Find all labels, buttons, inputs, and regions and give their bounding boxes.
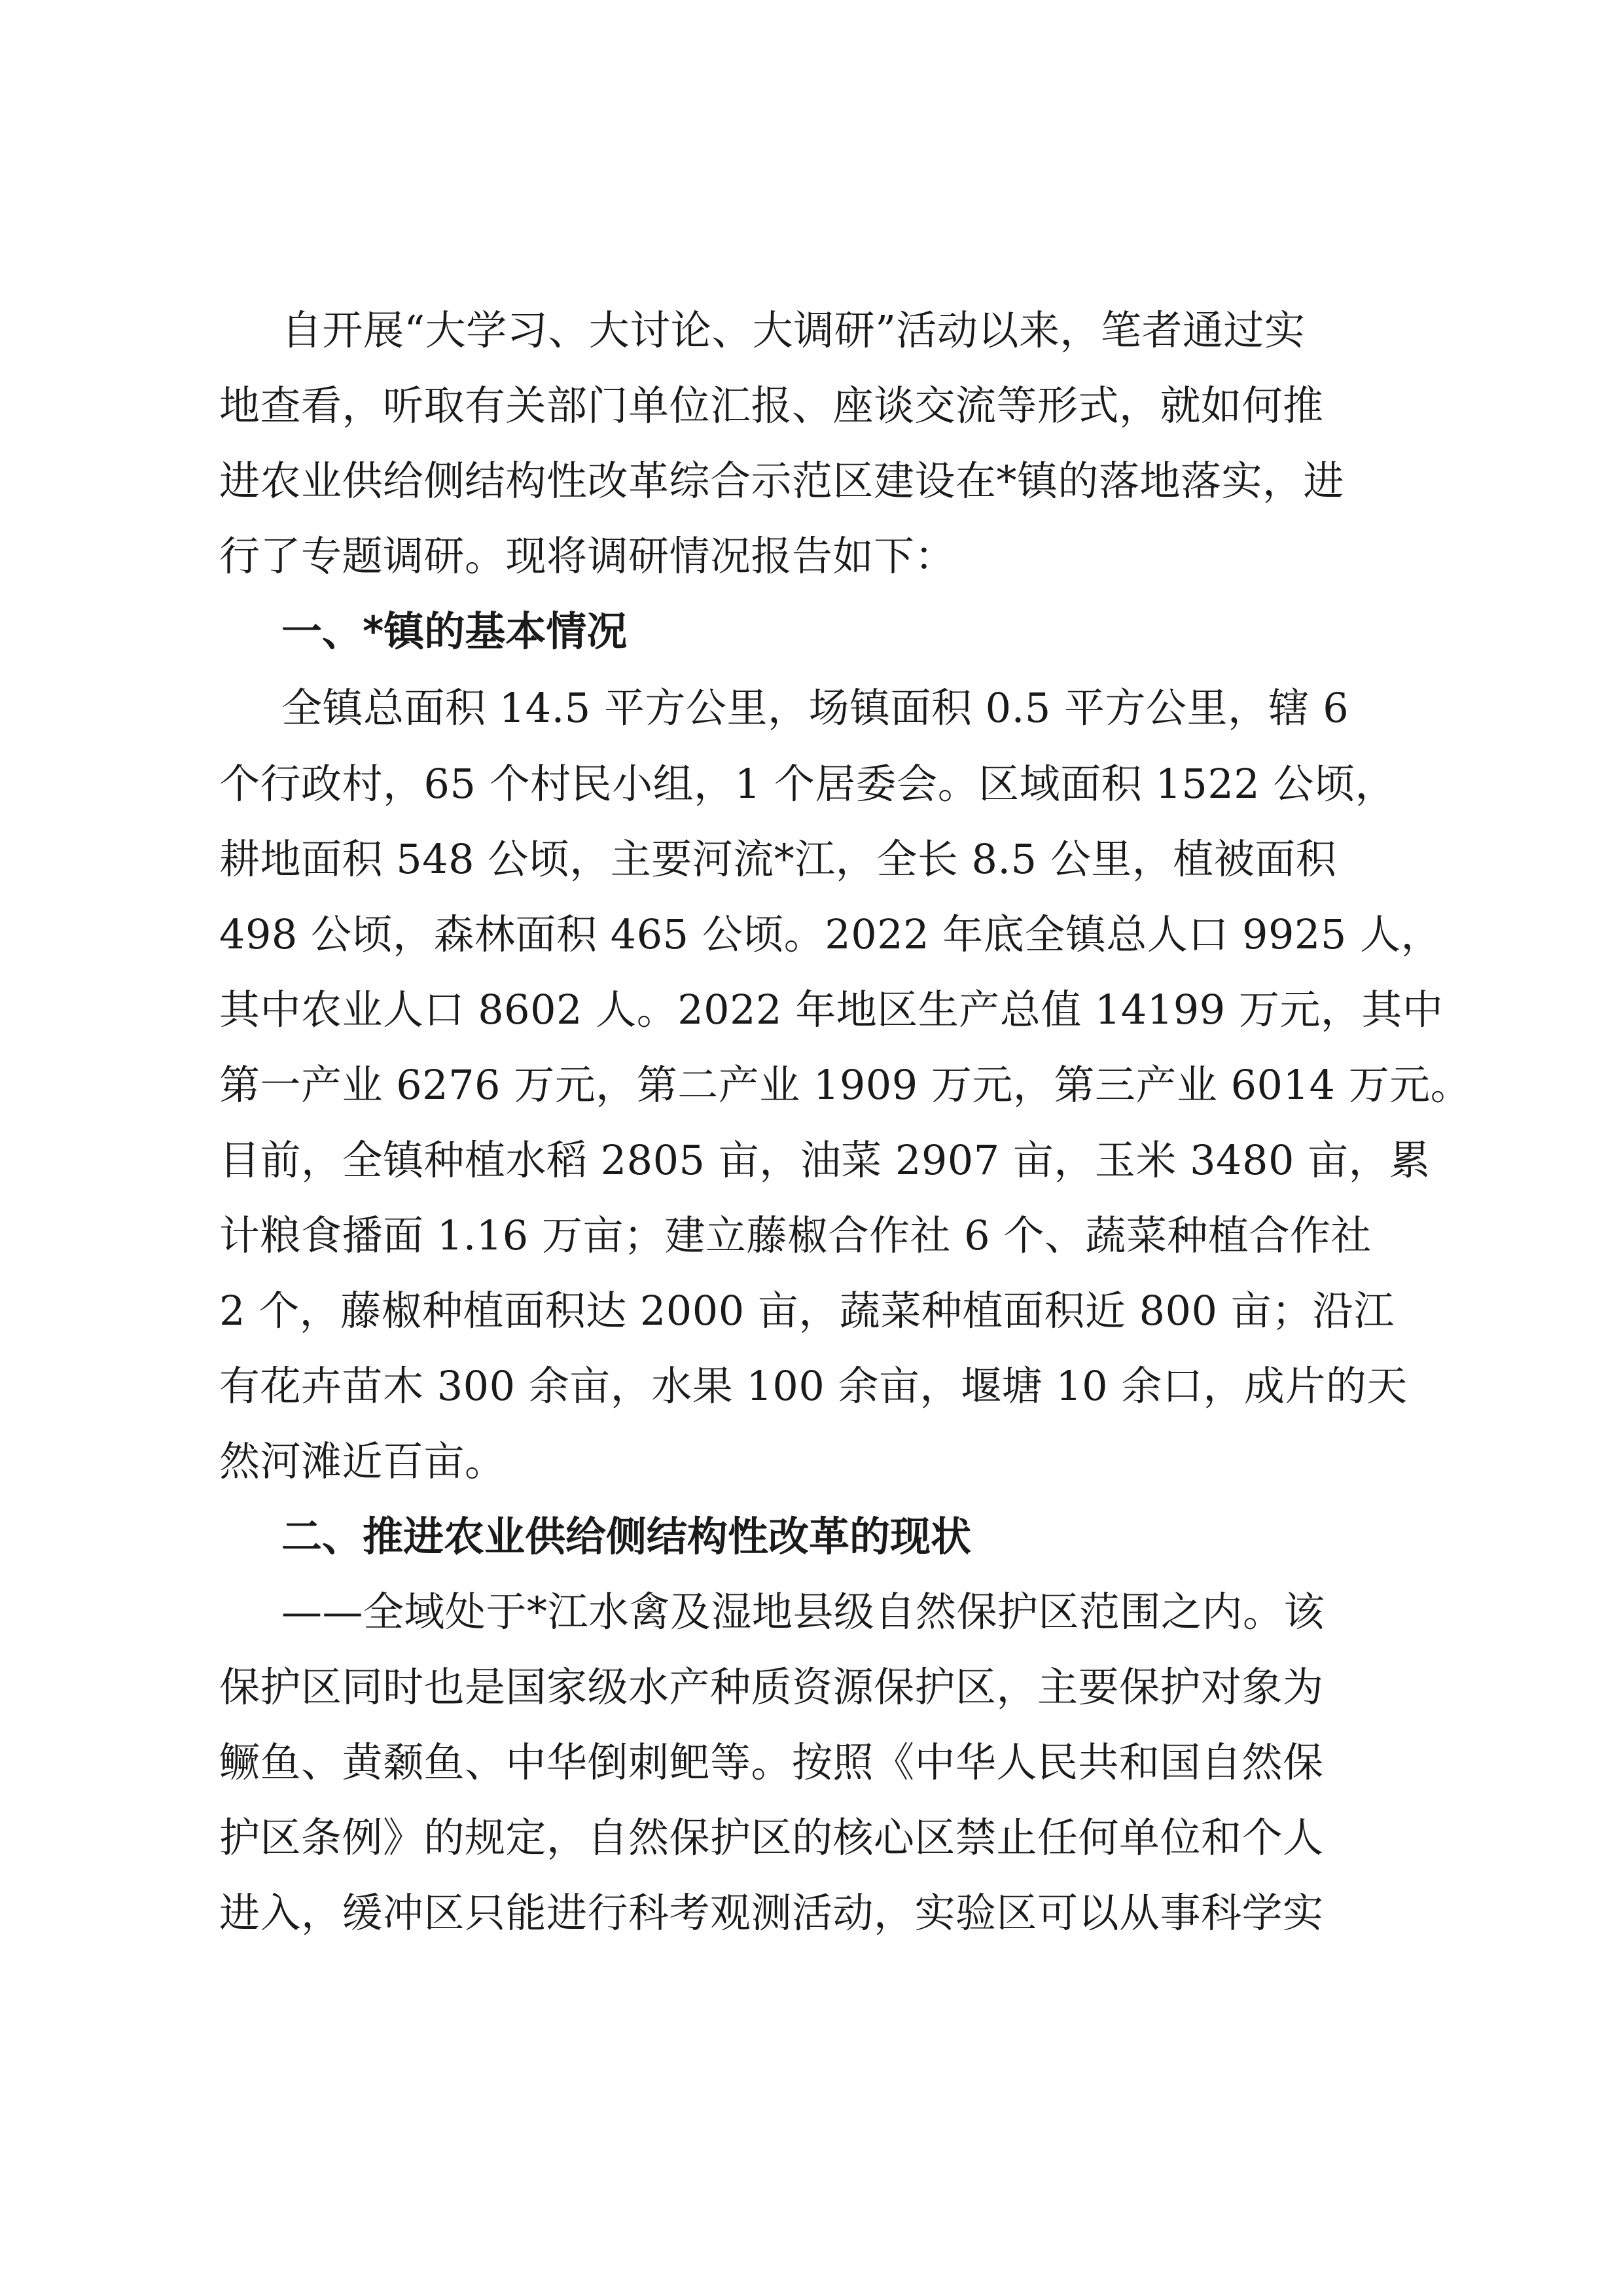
section-1-line-2: 个行政村，65 个村民小组，1 个居委会。区域面积 1522 公顷， [219,760,1396,808]
section-1-line-3: 耕地面积 548 公顷，主要河流*江，全长 8.5 公里，植被面积 [219,835,1337,883]
section-1-line-7: 目前，全镇种植水稻 2805 亩，油菜 2907 亩，玉米 3480 亩，累 [219,1136,1431,1184]
section-1-line-4: 498 公顷，森林面积 465 公顷。2022 年底全镇总人口 9925 人， [219,910,1442,958]
section-2-heading: 二、推进农业供给侧结构性改革的现状 [281,1513,972,1560]
section-1-line-5: 其中农业人口 8602 人。2022 年地区生产总值 14199 万元，其中 [219,986,1444,1033]
section-1-line-8: 计粮食播面 1.16 万亩；建立藤椒合作社 6 个、蔬菜种植合作社 [219,1211,1372,1259]
section-2-line-3: 鳜鱼、黄颡鱼、中华倒刺鲃等。按照《中华人民共和国自然保 [219,1738,1324,1786]
section-1-line-11: 然河滩近百亩。 [219,1437,506,1485]
section-1-line-1: 全镇总面积 14.5 平方公里，场镇面积 0.5 平方公里，辖 6 [281,684,1349,732]
section-1-line-9: 2 个，藤椒种植面积达 2000 亩，蔬菜种植面积近 800 亩；沿江 [219,1287,1395,1335]
section-2-line-2: 保护区同时也是国家级水产种质资源保护区，主要保护对象为 [219,1663,1324,1711]
intro-line-2: 地查看，听取有关部门单位汇报、座谈交流等形式，就如何推 [219,382,1324,429]
section-2-line-1: ——全域处于*江水禽及湿地县级自然保护区范围之内。该 [281,1588,1325,1636]
section-1-line-10: 有花卉苗木 300 余亩，水果 100 余亩，堰塘 10 余口，成片的天 [219,1362,1408,1410]
section-1-line-6: 第一产业 6276 万元，第二产业 1909 万元，第三产业 6014 万元。 [219,1061,1472,1109]
intro-line-1: 自开展“大学习、大讨论、大调研”活动以来，笔者通过实 [281,306,1306,354]
intro-line-4: 行了专题调研。现将调研情况报告如下： [219,532,956,580]
section-1-heading: 一、*镇的基本情况 [281,607,628,655]
intro-line-3: 进农业供给侧结构性改革综合示范区建设在*镇的落地落实，进 [219,457,1345,505]
section-2-line-4: 护区条例》的规定，自然保护区的核心区禁止任何单位和个人 [219,1814,1324,1861]
section-2-line-5: 进入，缓冲区只能进行科考观测活动，实验区可以从事科学实 [219,1889,1324,1937]
